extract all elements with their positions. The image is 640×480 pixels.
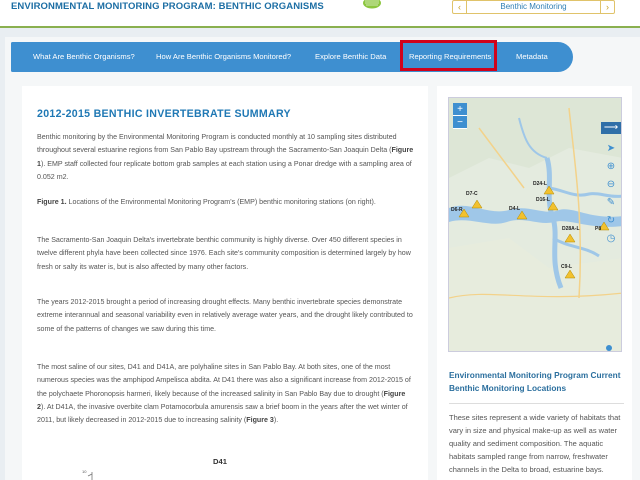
refresh-icon[interactable]: ↻	[606, 215, 616, 226]
map-canvas[interactable]	[449, 98, 622, 352]
figure-1-ref: Figure 1	[37, 146, 414, 168]
tab-reporting-requirements[interactable]: Reporting Requirements	[409, 52, 492, 61]
tab-what-are-benthic-organisms[interactable]: What Are Benthic Organisms?	[33, 52, 135, 61]
chart-axis-icon	[76, 466, 116, 480]
top-bar	[0, 0, 640, 28]
station-label: D6-R	[451, 207, 463, 213]
zoom-in-icon[interactable]: ⊕	[606, 161, 616, 172]
article-content	[22, 86, 428, 480]
station-map[interactable]	[448, 97, 622, 352]
tab-explore-benthic-data[interactable]: Explore Benthic Data	[315, 52, 387, 61]
tab-metadata[interactable]: Metadata	[516, 52, 548, 61]
pager-label[interactable]: Benthic Monitoring	[500, 2, 567, 11]
site-title[interactable]: ENVIRONMENTAL MONITORING PROGRAM: BENTHIC ORGANISMS	[11, 1, 324, 12]
map-zoom-controls	[453, 103, 467, 129]
highlight-box	[400, 40, 497, 71]
station-label: D16-L	[536, 197, 550, 203]
sidebar-description: These sites represent a wide variety of habitats that vary in size and physical make-up as well as water quality and sediment composition. The aquatic habitats sampled range from narrow, freshwater channels in the Delta to broad, estuarine bays.	[449, 413, 621, 474]
cursor-icon[interactable]: ➤	[606, 143, 616, 154]
pager-next-button[interactable]: ›	[600, 1, 614, 13]
history-icon[interactable]: ◷	[606, 233, 616, 244]
tab-how-monitored[interactable]: How Are Benthic Organisms Monitored?	[156, 52, 292, 61]
station-label: D24-L	[533, 181, 547, 187]
station-label: D4-L	[509, 206, 521, 212]
article-title: 2012-2015 BENTHIC INVERTEBRATE SUMMARY	[37, 108, 291, 120]
sidebar-title: Environmental Monitoring Program Current Benthic Monitoring Locations	[449, 370, 621, 393]
leaf-logo-icon	[362, 0, 382, 9]
page-pager	[452, 0, 615, 14]
station-label: D28A-L	[562, 226, 580, 232]
zoom-out-button[interactable]: −	[453, 116, 467, 129]
pager-prev-button[interactable]: ‹	[453, 1, 467, 13]
figure-1-caption: Figure 1. Locations of the Environmental Monitoring Program's (EMP) benthic monitoring stations (on right).	[37, 198, 376, 206]
station-label: C9-L	[561, 264, 573, 270]
pan-arrow-icon[interactable]: ⟶	[601, 122, 621, 134]
sidebar-divider	[449, 403, 624, 404]
chart-title: D41	[213, 457, 227, 466]
paragraph-intro: Benthic monitoring by the Environmental Monitoring Program is conducted monthly at 10 sampling sites distributed throughout several estuarine regions from San Pablo Bay upstream through the Sacramento-San Joaquin Delta (Figure 1). EMP staff collected four replicate bottom grab samples at each station using a Ponar dredge with a sampling area of 0.052 m2.	[37, 133, 414, 181]
zoom-out-icon[interactable]: ⊖	[606, 179, 616, 190]
station-label: P8	[595, 226, 602, 232]
figure-3-ref: Figure 3	[246, 416, 274, 425]
zoom-in-button[interactable]: +	[453, 103, 467, 116]
chart-tick-label: 10	[82, 469, 87, 474]
figure-2-ref: Figure 2	[37, 389, 406, 411]
paragraph-saline-sites: The most saline of our sites, D41 and D41A, are polyhaline sites in San Pablo Bay. At both sites, one of the most numerous species was the amphipod Ampelisca abdita. At D41 there was also a significant increase from 2012-2015 of the polychaete Phoronopsis harmeri, likely because of the increased salinity in San Pablo Bay due to drought (Figure 2). At D41A, the invasive overbite clam Potamocorbula amurensis saw a brief boom in the years after the wet winter of 2011, but likely decreased in 2012-2015 due to increasing salinity (Figure 3).	[37, 363, 411, 425]
paragraph-community: The Sacramento-San Joaquin Delta's invertebrate benthic community is highly diverse. Over 450 different species in twelve different phyla have been collected since 1976. Each site's community composition is determined largely by how fresh or salty its water is, but is also affected by many other factors.	[37, 236, 411, 271]
station-label: D7-C	[466, 191, 478, 197]
map-attribution-icon[interactable]	[606, 345, 612, 351]
paragraph-drought: The years 2012-2015 brought a period of increasing drought effects. Many benthic invertebrate species demonstrate extreme interannual and seasonal variability even in relatively average water years, and the drought likely contributed to some of the patterns of changes we saw during this time.	[37, 298, 413, 333]
measure-icon[interactable]: ✎	[606, 197, 616, 208]
map-toolbar	[601, 122, 621, 248]
